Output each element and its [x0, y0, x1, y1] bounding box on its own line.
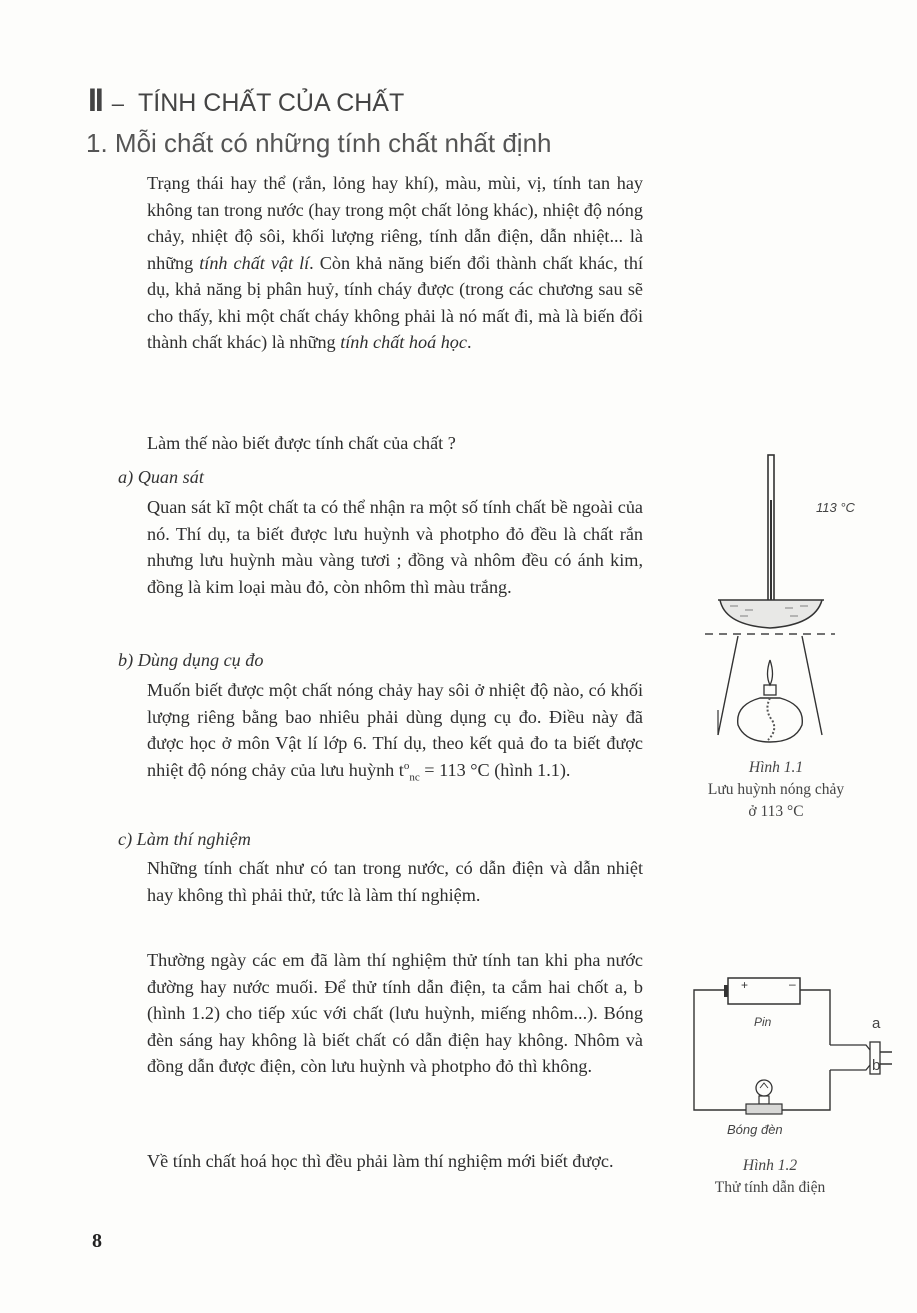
battery-minus: – — [789, 977, 796, 991]
temp-superscript: o — [403, 759, 410, 772]
section-heading — [88, 82, 404, 119]
figure-1-2-text: Thử tính dẫn điện — [714, 1179, 826, 1196]
bulb-holder — [746, 1104, 782, 1114]
figure-1-2-circuit — [680, 970, 905, 1120]
intro-text-1: Trạng thái hay thể (rắn, lỏng hay khí), màu, mùi, vị, tính tan hay không tan trong nước (hay trong một chất lỏng khác), nhiệt độ nóng chảy, nhiệt độ sôi, khối lượng riêng, tính dẫn điện, dẫn nhiệt... là những — [147, 173, 643, 273]
part-a-label: a) Quan sát — [118, 467, 204, 487]
section-title: TÍNH CHẤT CỦA CHẤT — [138, 89, 405, 117]
subsection-number: 1. — [86, 128, 108, 158]
flame — [768, 660, 773, 685]
figure-1-1-number: Hình 1.1 — [748, 759, 804, 776]
part-b-text-1: Muốn biết được một chất nóng chảy hay sôi ở nhiệt độ nào, có khối lượng riêng bằng bao nhiêu phải dùng dụng cụ đo. Điều này đã được học ở môn Vật lí lớp 6. Thí dụ, theo kết quả đo ta biết được nhiệt độ nóng chảy của lưu huỳnh t — [147, 680, 643, 780]
wire-left — [694, 990, 750, 1110]
battery-label: Pin — [754, 1015, 772, 1029]
figure-1-1-line-2: ở 113 °C — [748, 803, 804, 820]
intro-paragraph — [147, 170, 643, 356]
figure-1-2-number: Hình 1.2 — [742, 1157, 798, 1174]
pin-a-label: a — [872, 1015, 881, 1032]
intro-emphasis-physical: tính chất vật lí — [199, 252, 310, 273]
figure-1-2-caption — [670, 1155, 870, 1199]
intro-question: Làm thế nào biết được tính chất của chất ? — [147, 433, 456, 453]
figure-1-1-line-1: Lưu huỳnh nóng chảy — [707, 781, 845, 798]
battery-plus: + — [741, 978, 749, 992]
probe-a-wire — [830, 1045, 870, 1050]
part-c-label: c) Làm thí nghiệm — [118, 829, 251, 849]
section-dash: – — [111, 91, 125, 116]
temp-subscript: nc — [409, 771, 420, 784]
pin-b-label: b — [872, 1057, 881, 1074]
wire-top-right — [800, 990, 830, 1045]
subsection-heading — [86, 128, 552, 159]
intro-text-2: . Còn khả năng biến đổi thành chất khác, thí dụ, khả năng bị phân huỷ, tính cháy được (trong các chương sau sẽ cho thấy, khi một chất cháy không phải là nó mất đi, mà là biến đổi thành chất khác) là những — [147, 252, 643, 352]
part-c-paragraph-3: Về tính chất hoá học thì đều phải làm thí nghiệm mới biết được. — [147, 1151, 614, 1171]
page-number: 8 — [92, 1230, 102, 1252]
probe-b-wire — [830, 1065, 870, 1070]
temperature-label: 113 °C — [816, 500, 855, 515]
part-a-text: Quan sát kĩ một chất ta có thể nhận ra một số tính chất bề ngoài của nó. Thí dụ, ta biết được lưu huỳnh và photpho đỏ đều là chất rắn nhưng lưu huỳnh màu vàng tươi ; đồng và nhôm đều có ánh kim, đồng là kim loại màu đỏ, còn nhôm thì màu trắng. — [147, 497, 643, 597]
alcohol-lamp — [738, 698, 803, 742]
section-number: II — [88, 82, 102, 118]
tripod-leg — [718, 636, 738, 735]
subsection-title: Mỗi chất có những tính chất nhất định — [114, 128, 552, 158]
bulb-label: Bóng đèn — [727, 1122, 783, 1137]
intro-text-3: . — [466, 332, 472, 352]
part-b-text-2: = 113 °C (hình 1.1). — [419, 759, 571, 780]
wire-bottom-right — [780, 1070, 830, 1110]
figure-1-1-illustration — [690, 440, 870, 745]
part-c-text: Những tính chất như có tan trong nước, có dẫn điện và dẫn nhiệt hay không thì phải thử, tức là làm thí nghiệm. — [147, 858, 643, 905]
part-c-paragraph-2: Thường ngày các em đã làm thí nghiệm thử tính tan khi pha nước đường hay nước muối. Để thử tính dẫn điện, ta cắm hai chốt a, b (hình 1.2) cho tiếp xúc với chất (lưu huỳnh, miếng nhôm...). Bóng đèn sáng hay không là biết chất có dẫn điện hay không. Nhôm và đồng dẫn được điện, còn lưu huỳnh và photpho đỏ thì không. — [147, 950, 643, 1076]
part-b-text — [147, 677, 643, 783]
intro-emphasis-chemical: tính chất hoá học — [340, 332, 467, 352]
part-b-label: b) Dùng dụng cụ đo — [118, 650, 264, 670]
evaporating-dish — [720, 600, 822, 628]
figure-1-1-caption — [666, 757, 886, 823]
